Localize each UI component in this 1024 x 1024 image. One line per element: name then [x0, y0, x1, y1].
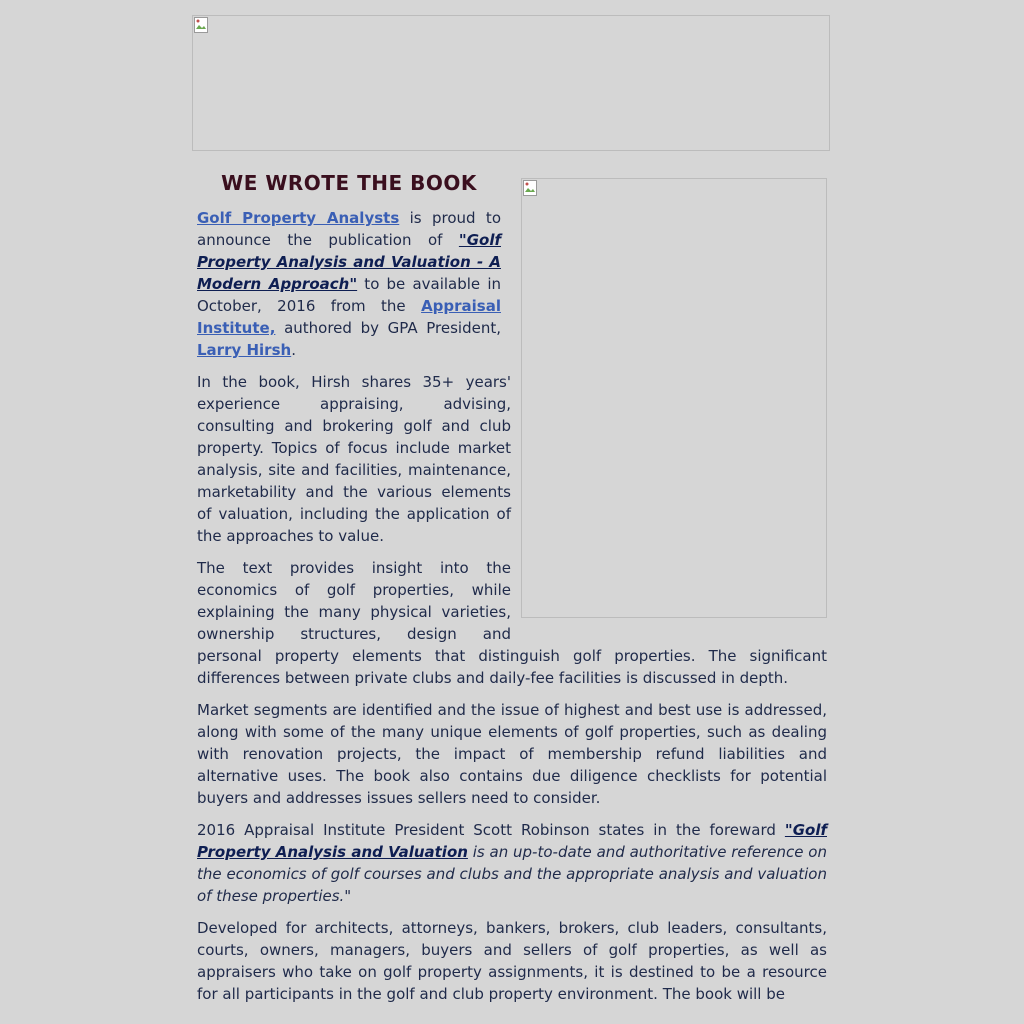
quoted-book-title-link[interactable]: "Golf Property Analysis and Valuation — [197, 821, 827, 861]
broken-image-icon — [194, 17, 210, 33]
header-banner-image — [192, 15, 830, 151]
market-segments-paragraph: Market segments are identified and the issue of highest and best use is addressed, along with some of the many unique elements of golf properties, such as dealing with renovation projects, the impact of membership refund liabilities and alternative uses. The book also contains due diligence checklists for potential buyers and addresses issues sellers need to consider. — [197, 701, 827, 807]
foreword-quote-text: is an up-to-date and authoritative reference on the economics of golf courses and clubs and the appropriate analysis and valuation of these properties." — [197, 843, 827, 905]
intro-paragraph — [197, 207, 501, 361]
larry-hirsh-link[interactable]: Larry Hirsh — [197, 341, 292, 359]
book-title-link[interactable]: "Golf Property Analysis and Valuation - A Modern Approach" — [197, 231, 501, 293]
article-content — [197, 168, 827, 1015]
intro-text-2: to be available in October, 2016 from the — [197, 275, 502, 315]
audience-paragraph: Developed for architects, attorneys, bankers, brokers, club leaders, consultants, courts, owners, managers, buyers and sellers of golf properties, as well as appraisers who take on golf property assignments, it is destined to be a resource for all participants in the golf and club property environment. The book will be — [197, 919, 827, 1003]
broken-image-icon — [523, 180, 539, 196]
experience-paragraph: In the book, Hirsh shares 35+ years' experience appraising, advising, consulting and brokering golf and club property. Topics of focus include market analysis, site and facilities, maintenance, marketability and the various elements of valuation, including the application of the approaches to value. — [197, 373, 511, 545]
foreword-quote-paragraph — [197, 819, 827, 907]
intro-text-3: authored by GPA President, — [275, 319, 501, 337]
page-title: WE WROTE THE BOOK — [221, 171, 477, 195]
intro-text-4: . — [291, 341, 296, 359]
book-cover-image — [521, 178, 827, 618]
appraisal-institute-link[interactable]: Appraisal Institute, — [197, 297, 501, 337]
foreword-text: 2016 Appraisal Institute President Scott Robinson states in the foreward — [197, 821, 785, 839]
intro-text-1: is proud to announce the publication of — [197, 209, 501, 249]
golf-property-analysts-link[interactable]: Golf Property Analysts — [197, 209, 400, 227]
insight-paragraph: The text provides insight into the economics of golf properties, while explaining the many physical varieties, ownership structures, design and personal property elements that distinguish golf properties. The significant differences between private clubs and daily-fee facilities is discussed in depth. — [197, 559, 827, 687]
